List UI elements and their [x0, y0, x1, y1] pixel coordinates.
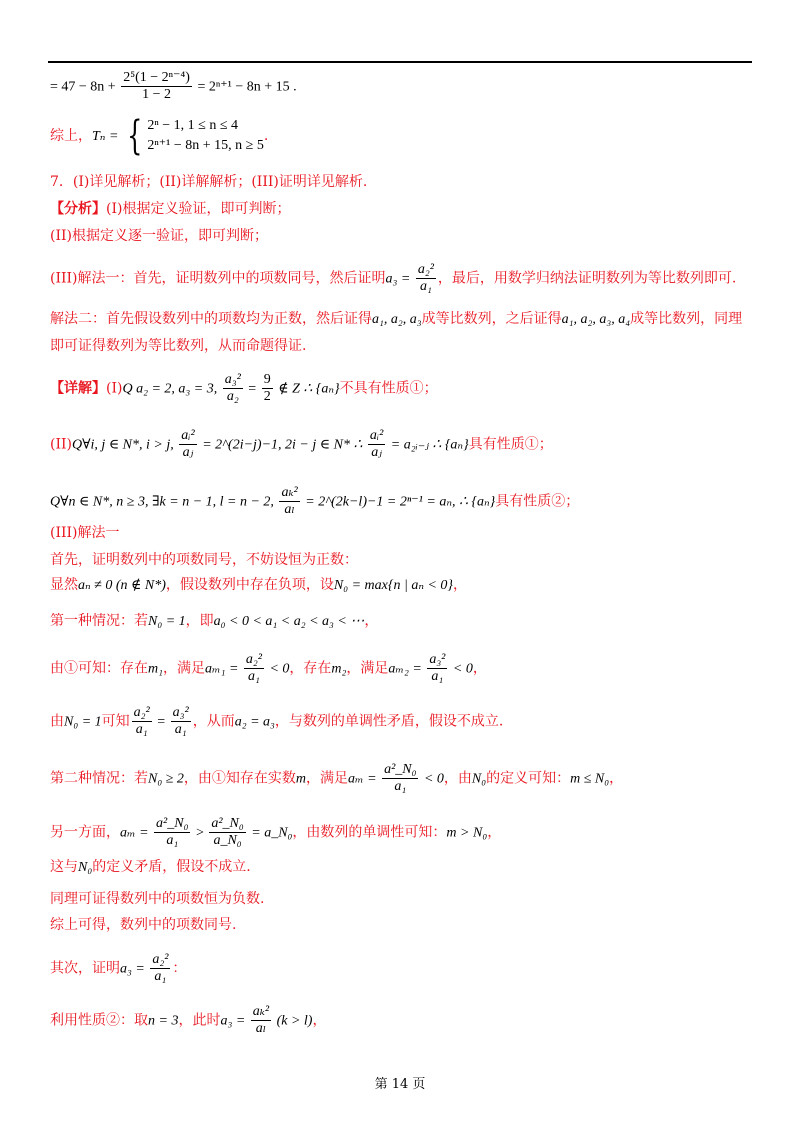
line-analysis-III-method2: 解法二：首先假设数列中的项数均为正数，然后证得a₁, a₂, a₃成等比数列，之后证得a₁, a₂, a₃, a₄成等比数列，同理	[50, 311, 743, 327]
line-III-negative-case: 同理可证得数列中的项数恒为负数.	[50, 891, 265, 907]
line-III-case2: 第二种情况：若N₀ ≥ 2，由①知存在实数m，满足aₘ = $\frac{\text{a²\_N₀}}{\text{a₁}}$ < 0，由N₀的定义可知：m ≤ N₀，	[50, 762, 624, 794]
line-analysis-II: (II)根据定义逐一验证，即可判断；	[50, 228, 268, 244]
line-III-step2: 其次，证明a₃ = $\frac{\text{a₂²}}{\text{a₁}}$ ：	[50, 952, 187, 984]
header-rule	[48, 61, 752, 63]
line-III-case1-contradiction: 由N₀ = 1可知 $\frac{\text{a₂²}}{\text{a₁}}$ = $\frac{\text{a₃²}}{\text{a₁}}$ ，从而a₂ = a₃，与数列的单调性矛盾，假设不成立.	[50, 705, 504, 737]
line-analysis-I: 【分析】(I)根据定义验证，即可判断；	[50, 201, 291, 217]
line-III-case2-contradiction: 这与N₀的定义矛盾，假设不成立.	[50, 859, 251, 875]
line-detail-I: 【详解】(I)Q a₂ = 2, a₃ = 3, $\frac{\text{a₃²}}{\text{a₂}}$ = $\frac{9}{2}$ ∉ Z ∴ {aₙ}不具有性质①；	[50, 372, 438, 404]
line-III-case1-derivation: 由①可知：存在m₁，满足aₘ₁ = $\frac{\text{a₂²}}{\text{a₁}}$ < 0，存在m₂，满足aₘ₂ = $\frac{\text{a₃²}}{\text{a₁}}$ < 0，	[50, 652, 487, 684]
line-detail-II-property1: (II)Q∀i, j ∈ N*, i > j, $\frac{\text{aᵢ²}}{\text{aⱼ}}$ = 2^(2i−j)−1, 2i − j ∈ N* ∴ $\frac{\text{aᵢ²}}{\text{aⱼ}}$ = a₂ᵢ₋ⱼ ∴ {aₙ}具有性质①；	[50, 428, 553, 460]
line-III-case2-other-side: 另一方面，aₘ = $\frac{\text{a²\_N₀}}{\text{a₁}}$ > $\frac{\text{a²\_N₀}}{\text{a\_N₀}}$ = a_N₀，由数列的单调性可知：m > N₀，	[50, 816, 502, 848]
line-III-same-sign-conclusion: 综上可得，数列中的项数同号.	[50, 917, 237, 933]
line-III-use-property2: 利用性质②：取n = 3，此时a₃ = $\frac{\text{aₖ²}}{\text{aₗ}}$ (k > l)，	[50, 1004, 327, 1036]
line-III-case1: 第一种情况：若N₀ = 1，即a₀ < 0 < a₁ < a₂ < a₃ < ⋯，	[50, 613, 379, 629]
line-formula-continuation: = 47 − 8n + $\frac{\text{2⁵(1 − 2ⁿ⁻⁴)}}{1 - 2}$ = 2ⁿ⁺¹ − 8n + 15 .	[50, 70, 297, 102]
page-number: 第 14 页	[374, 1077, 426, 1092]
line-III-assumption: 显然aₙ ≠ 0 (n ∉ N*)，假设数列中存在负项，设N₀ = max{n | aₙ < 0}，	[50, 577, 468, 593]
line-III-step1: 首先，证明数列中的项数同号，不妨设恒为正数：	[50, 552, 358, 568]
line-summary-Tn: 综上，Tₙ = { 2ⁿ − 1, 1 ≤ n ≤ 4 2ⁿ⁺¹ − 8n + 15, n ≥ 5 .	[50, 113, 269, 159]
line-analysis-III-method1: (III)解法一：首先，证明数列中的项数同号，然后证明a₃ = $\frac{\text{a₂²}}{\text{a₁}}$ ，最后，用数学归纳法证明数列为等比数列即可.	[50, 262, 737, 294]
line-III-method1-heading: (III)解法一	[50, 525, 120, 541]
line-answer-7: 7．(I)详见解析；(II)详解解析；(III)证明详见解析.	[50, 174, 368, 190]
line-analysis-conclusion: 即可证得数列为等比数列，从而命题得证.	[50, 338, 307, 354]
line-detail-II-property2: Q∀n ∈ N*, n ≥ 3, ∃k = n − 1, l = n − 2, $\frac{\text{aₖ²}}{\text{aₗ}}$ = 2^(2k−l)−1 = 2ⁿ⁻¹ = aₙ, ∴ {aₙ}具有性质②；	[50, 485, 580, 517]
